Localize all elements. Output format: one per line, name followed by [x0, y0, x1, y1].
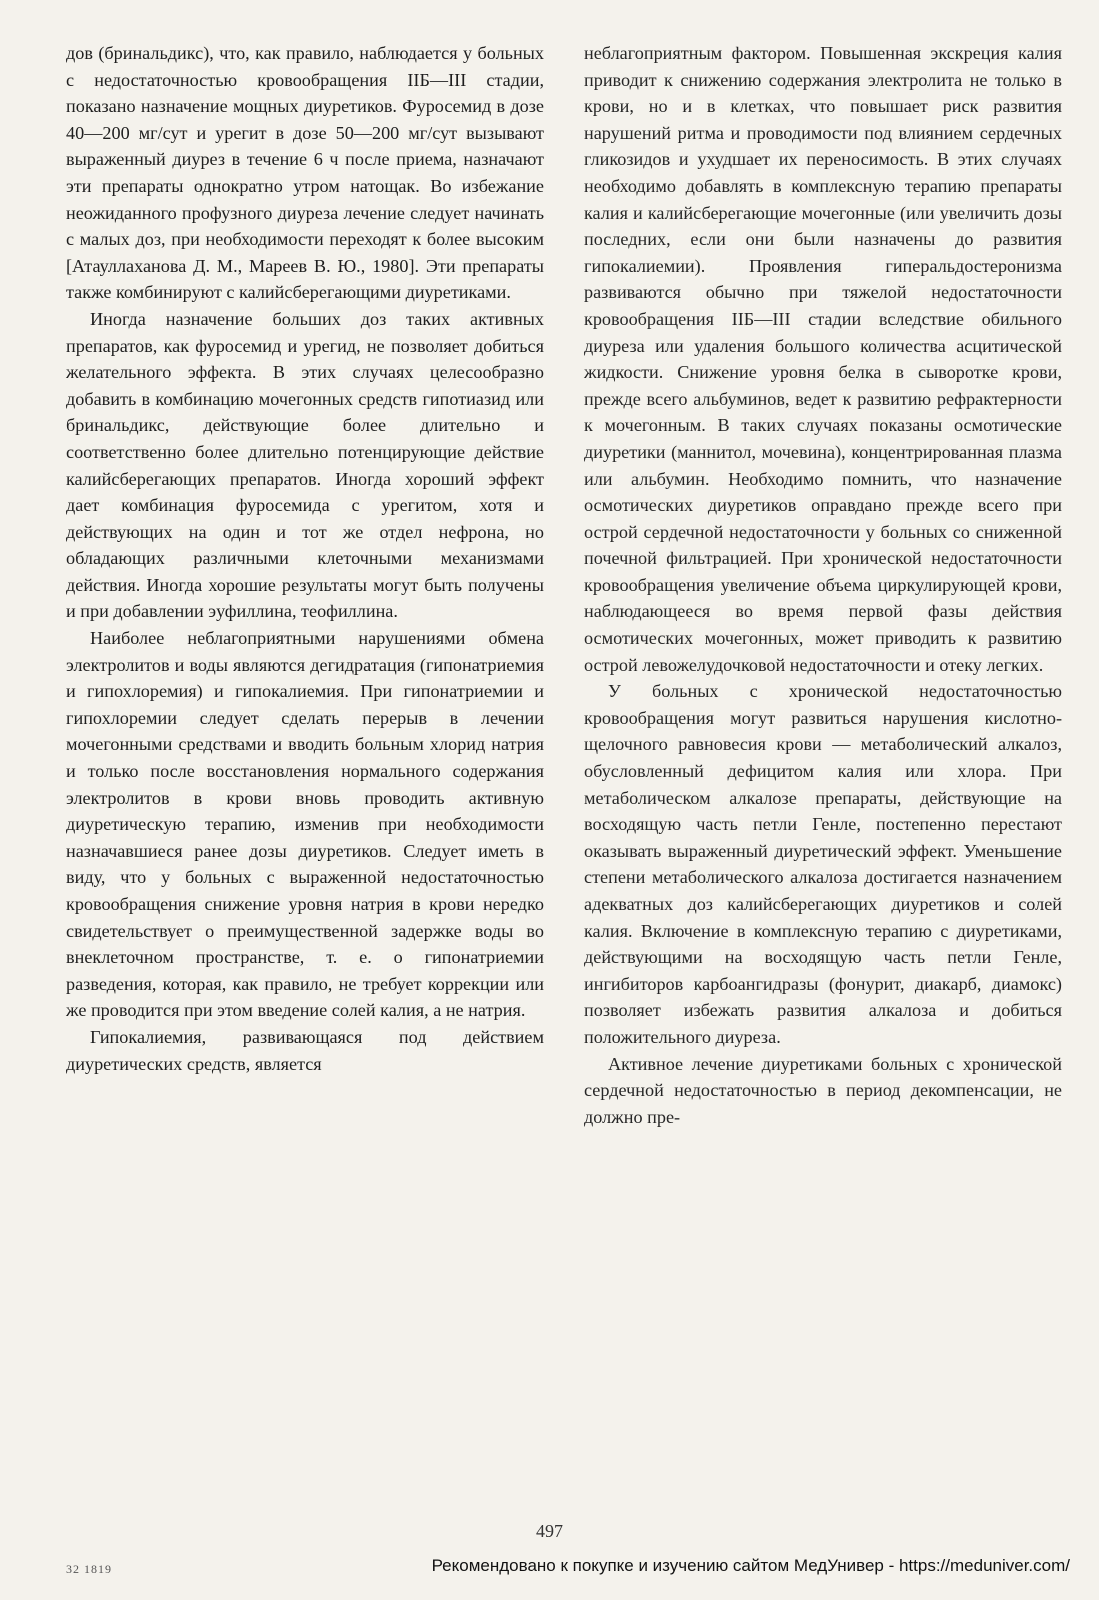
- page-number: 497: [536, 1521, 563, 1541]
- paragraph: дов (бринальдикс), что, как правило, наблюдается у больных с недостаточностью кровообращения IIБ—III стадии, показано назначение мощных диуретиков. Фуросемид в дозе 40—200 мг/сут и урегит в дозе 50—200 мг/сут вызывают выраженный диурез в течение 6 ч после приема, назначают эти препараты однократно утром натощак. Во избежание неожиданного профузного диуреза лечение следует начинать с малых доз, при необходимости переходят к более высоким [Атауллаханова Д. М., Мареев В. Ю., 1980]. Эти препараты также комбинируют с калийсберегающими диуретиками.: [66, 43, 544, 303]
- paragraph: Иногда назначение больших доз таких активных препаратов, как фуросемид и урегид, не позволяет добиться желательного эффекта. В этих случаях целесообразно добавить в комбинацию мочегонных средств гипотиазид или бринальдикс, действующие более длительно и соответственно более длительно потенцирующие действие калийсберегающих препаратов. Иногда хороший эффект дает комбинация фуросемида с урегитом, хотя и действующих на один и тот же отдел нефрона, но обладающих различными клеточными механизмами действия. Иногда хорошие результаты могут быть получены и при добавлении эуфиллина, теофиллина.: [66, 308, 544, 622]
- paragraph: Активное лечение диуретиками больных с хронической сердечной недостаточностью в период декомпенсации, не должно пре-: [584, 1053, 1062, 1127]
- left-text-column: [66, 40, 544, 1077]
- right-text-column: [584, 40, 1062, 1130]
- paragraph: Гипокалиемия, развивающаяся под действием диуретических средств, является: [66, 1026, 544, 1074]
- footer-recommendation: Рекомендовано к покупке и изучению сайтом МедУнивер - https://meduniver.com/: [270, 1556, 1070, 1576]
- printer-signature-mark: 32 1819: [66, 1562, 112, 1576]
- paragraph: Наиболее неблагоприятными нарушениями обмена электролитов и воды являются дегидратация (гипонатриемия и гипохлоремия) и гипокалиемия. При гипонатриемии и гипохлоремии следует сделать перерыв в лечении мочегонными средствами и вводить больным хлорид натрия и только после восстановления нормального содержания электролитов в крови вновь проводить активную диуретическую терапию, изменив при необходимости назначавшиеся ранее дозы диуретиков. Следует иметь в виду, что у больных с выраженной недостаточностью кровообращения снижение уровня натрия в крови нередко свидетельствует о преимущественной задержке воды во внеклеточном пространстве, т. е. о гипонатриемии разведения, которая, как правило, не требует коррекции или же проводится при этом введение солей калия, а не натрия.: [66, 628, 544, 1021]
- paragraph: неблагоприятным фактором. Повышенная экскреция калия приводит к снижению содержания электролита не только в крови, но и в клетках, что повышает риск развития нарушений ритма и проводимости под влиянием сердечных гликозидов и ухудшает их переносимость. В этих случаях необходимо добавлять в комплексную терапию препараты калия и калийсберегающие мочегонные (или увеличить дозы последних, если они были назначены до развития гипокалиемии). Проявления гиперальдостеронизма развиваются обычно при тяжелой недостаточности кровообращения IIБ—III стадии вследствие обильного диуреза или удаления большого количества асцитической жидкости. Снижение уровня белка в сыворотке крови, прежде всего альбуминов, ведет к развитию рефрактерности к мочегонным. В таких случаях показаны осмотические диуретики (маннитол, мочевина), концентрированная плазма или альбумин. Необходимо помнить, что назначение осмотических диуретиков оправдано прежде всего при острой сердечной недостаточности у больных со сниженной почечной фильтрацией. При хронической недостаточности кровообращения увеличение объема циркулирующей крови, наблюдающееся во время первой фазы действия осмотических мочегонных, может приводить к развитию острой левожелудочковой недостаточности и отеку легких.: [584, 43, 1062, 675]
- paragraph: У больных с хронической недостаточностью кровообращения могут развиться нарушения кислотно-щелочного равновесия крови — метаболический алкалоз, обусловленный дефицитом калия или хлора. При метаболическом алкалозе препараты, действующие на восходящую часть петли Генле, постепенно перестают оказывать выраженный диуретический эффект. Уменьшение степени метаболического алкалоза достигается назначением адекватных доз калийсберегающих диуретиков и солей калия. Включение в комплексную терапию с диуретиками, действующими на восходящую часть петли Генле, ингибиторов карбоангидразы (фонурит, диакарб, диамокс) позволяет избежать развития алкалоза и добиться положительного диуреза.: [584, 681, 1062, 1047]
